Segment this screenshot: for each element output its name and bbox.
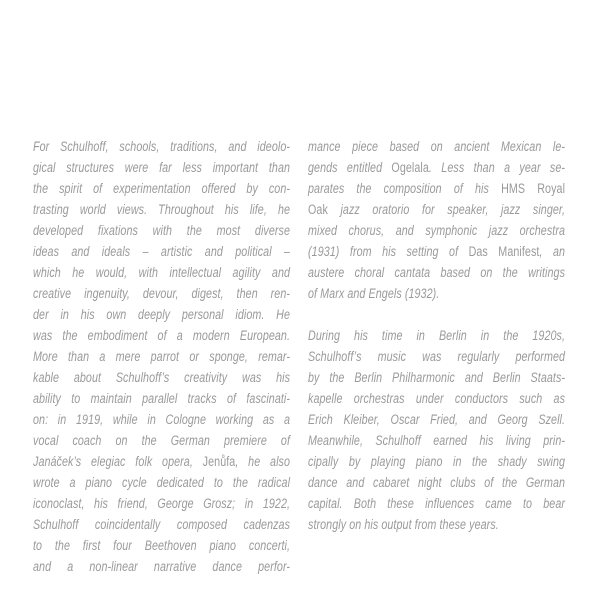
text-line [308,515,565,536]
text-line [33,368,290,389]
body-text-segment: developed fixations with the most diverse [33,223,291,239]
text-line [308,263,565,284]
text-line [33,389,290,410]
body-text-segment: , he also [235,454,291,470]
body-text-segment: trasting world views. Throughout his life, he [33,202,291,218]
body-text-segment: of Marx and Engels (1932). [308,286,440,302]
text-line [33,431,290,452]
body-text-segment: and a non-linear narrative dance perfor- [33,559,291,575]
body-text-segment: gical structures were far less important than [33,160,291,176]
text-line [308,410,565,431]
body-text-segment: Schulhoff’s music was regularly performed [308,349,566,365]
text-line [33,515,290,536]
body-text-segment: jazz oratorio for speaker, jazz singer, [327,202,566,218]
text-line [308,158,565,179]
text-line [33,179,290,200]
text-line [308,221,565,242]
body-text-segment: gends entitled [308,160,392,176]
work-title: Das Manifest [468,244,540,260]
text-line [33,557,290,578]
paragraph-gap [308,305,565,326]
text-line [308,452,565,473]
body-text-segment: ideas and ideals – artistic and political – [33,244,291,260]
body-text-segment: strongly on his output from these years. [308,517,499,533]
text-line [33,473,290,494]
text-line [33,137,290,158]
text-column-right [308,137,565,536]
body-text-segment: by the Berlin Philharmonic and Berlin Staats- [308,370,566,386]
body-text-segment: Janáček’s elegiac folk opera, [33,454,203,470]
text-line [308,368,565,389]
text-line [33,158,290,179]
body-text-segment: austere choral cantata based on the writings [308,265,566,281]
text-line [33,410,290,431]
work-title: Oak [308,202,328,218]
text-line [308,473,565,494]
body-text-segment: ability to maintain parallel tracks of fascinati- [33,391,291,407]
body-text-segment: on: in 1919, while in Cologne working as a [33,412,291,428]
body-text-segment: was the embodiment of a modern European. [33,328,291,344]
text-line [33,284,290,305]
text-line [308,179,565,200]
text-line [33,263,290,284]
body-text-segment: , an [539,244,566,260]
body-text-segment: which he would, with intellectual agility and [33,265,291,281]
body-text-segment: dance and cabaret night clubs of the German [308,475,566,491]
body-text-segment: During his time in Berlin in the 1920s, [308,328,566,344]
text-line [308,200,565,221]
body-text-segment: wrote a piano cycle dedicated to the radical [33,475,291,491]
text-line [33,494,290,515]
body-text-segment: For Schulhoff, schools, traditions, and ideolo- [33,139,291,155]
text-line [33,305,290,326]
body-text-segment: More than a mere parrot or sponge, remar- [33,349,291,365]
text-line [33,347,290,368]
body-text-segment: mixed chorus, and symphonic jazz orchestra [308,223,566,239]
text-line [308,494,565,515]
body-text-segment: mance piece based on ancient Mexican le- [308,139,566,155]
body-text-segment: der in his own deeply personal idiom. He [33,307,291,323]
body-text-segment: the spirit of experimentation offered by con- [33,181,291,197]
text-line [308,431,565,452]
body-text-segment: Erich Kleiber, Oscar Fried, and Georg Szell. [308,412,566,428]
text-column-left [33,137,290,578]
text-line [308,389,565,410]
text-line [308,284,565,305]
body-text-segment: Meanwhile, Schulhoff earned his living prin- [308,433,566,449]
text-line [308,242,565,263]
text-line [308,347,565,368]
body-text-segment: kable about Schulhoff’s creativity was his [33,370,291,386]
work-title: HMS Royal [501,181,566,197]
body-text-segment: creative ingenuity, devour, digest, then ren- [33,286,291,302]
text-line [33,221,290,242]
text-line [33,452,290,473]
body-text-segment: capital. Both these influences came to bear [308,496,566,512]
text-line [33,326,290,347]
body-text-segment: cipally by playing piano in the shady swing [308,454,566,470]
body-text-segment: parates the composition of his [308,181,502,197]
work-title: Jenůfa [202,454,236,470]
work-title: Ogelala [391,160,429,176]
body-text-segment: to the first four Beethoven piano concerti, [33,538,291,554]
text-line [33,536,290,557]
body-text-segment: . Less than a year se- [428,160,566,176]
text-line [33,242,290,263]
text-line [308,326,565,347]
body-text-segment: (1931) from his setting of [308,244,469,260]
body-text-segment: kapelle orchestras under conductors such as [308,391,566,407]
text-line [33,200,290,221]
body-text-segment: Schulhoff coincidentally composed cadenzas [33,517,291,533]
text-line [308,137,565,158]
body-text-segment: iconoclast, his friend, George Grosz; in 1922, [33,496,291,512]
body-text-segment: vocal coach on the German premiere of [33,433,291,449]
